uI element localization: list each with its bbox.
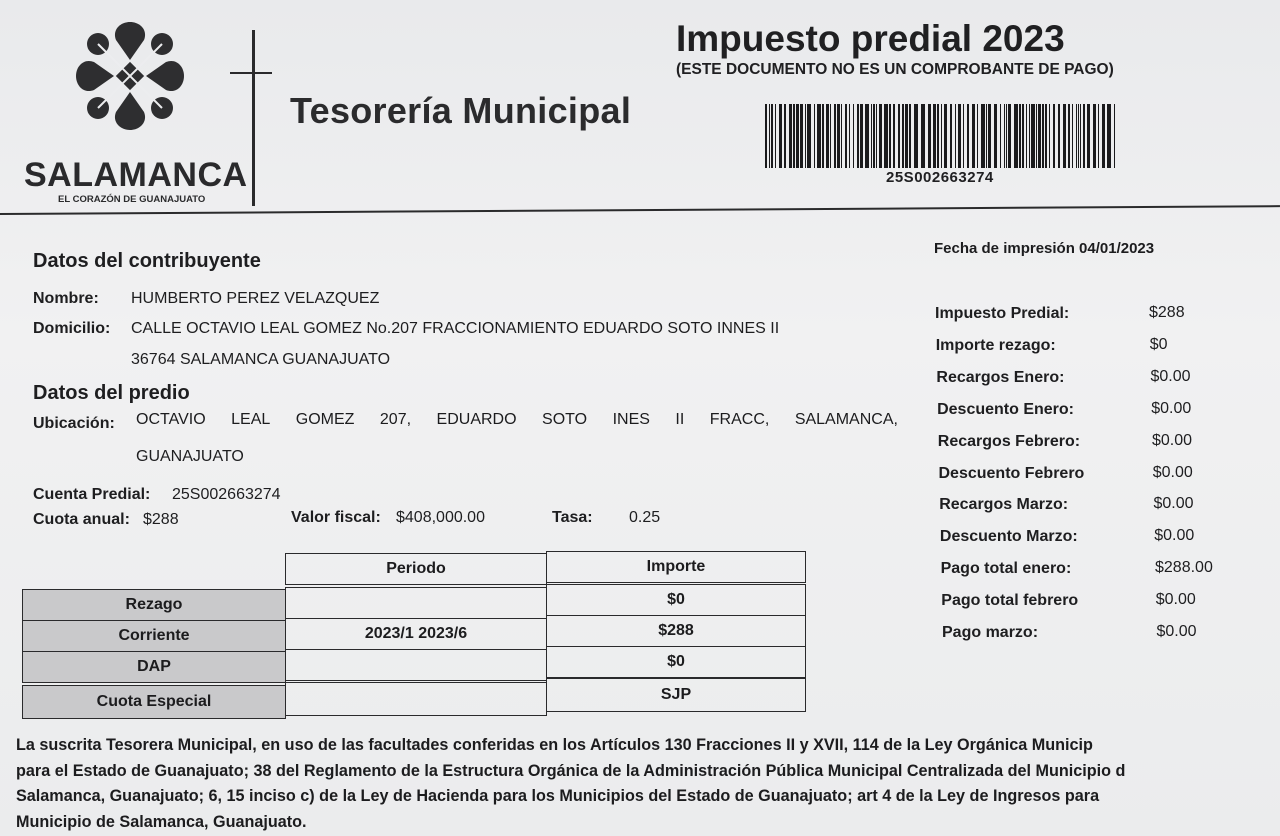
barcode-bar — [889, 104, 891, 168]
summary-value: $0.00 — [1155, 591, 1196, 609]
barcode-bar — [834, 104, 836, 168]
barcode-bar — [898, 104, 900, 168]
location-word: FRACC, — [709, 411, 770, 428]
legal-line: La suscrita Tesorera Municipal, en uso de las facultades conferidas en los Artículos 130 Fracciones II y XVII, 114 de la Ley Orgánica Municip — [16, 736, 1093, 754]
barcode-bar — [814, 104, 815, 168]
barcode-bar — [1102, 104, 1105, 168]
barcode-bar — [857, 104, 859, 168]
barcode-bar — [805, 104, 806, 168]
barcode-bar — [1042, 104, 1044, 168]
barcode-bar — [837, 104, 840, 168]
barcode-bar — [1087, 104, 1090, 168]
barcode-bar — [1053, 104, 1055, 168]
summary-value: $288 — [1149, 304, 1185, 321]
address-label: Domicilio: — [33, 320, 111, 337]
row-concept: Cuota Especial — [22, 685, 286, 719]
summary-value: $288.00 — [1155, 559, 1213, 577]
summary-value: $0.00 — [1156, 623, 1197, 640]
barcode-bar — [769, 104, 770, 168]
barcode-bar — [771, 104, 773, 168]
barcode-bar — [994, 104, 997, 168]
summary-value: $0.00 — [1154, 527, 1195, 545]
barcode-number: 25S002663274 — [886, 169, 994, 186]
barcode-bar — [1022, 104, 1024, 168]
summary-label: Importe rezago: — [935, 336, 1056, 354]
header-divider — [252, 30, 255, 206]
barcode-bar — [1019, 104, 1021, 168]
name-label: Nombre: — [33, 290, 99, 307]
barcode-bar — [796, 104, 799, 168]
barcode-bar — [914, 104, 918, 168]
barcode-bar — [784, 104, 786, 168]
summary-value: $0.00 — [1153, 495, 1194, 513]
location-line-1 — [136, 411, 898, 429]
brand-name: SALAMANCA — [24, 156, 248, 194]
annual-fee-label: Cuota anual: — [33, 511, 130, 528]
summary-value: $0.00 — [1151, 399, 1192, 417]
barcode-bar — [893, 104, 895, 168]
barcode-bar — [873, 104, 875, 168]
barcode-bar — [972, 104, 975, 168]
location-word: GOMEZ — [295, 411, 355, 428]
row-period — [285, 682, 547, 716]
barcode-bar — [1083, 104, 1085, 168]
row-period — [285, 649, 547, 681]
barcode-bar — [822, 104, 824, 168]
barcode-bar — [853, 104, 854, 168]
barcode-bar — [909, 104, 911, 168]
legal-line: para el Estado de Guanajuato; 38 del Reglamento de la Estructura Orgánica de la Administración Pública Municipal Centralizada del Municipio d — [16, 761, 1126, 780]
barcode-bar — [933, 104, 936, 168]
barcode-bar — [986, 104, 987, 168]
charges-table — [22, 553, 806, 719]
barcode-bar — [841, 104, 842, 168]
barcode-bar — [1036, 104, 1037, 168]
barcode-bar — [955, 104, 956, 168]
divider-mark — [230, 72, 272, 74]
print-date — [934, 240, 1154, 257]
barcode — [765, 104, 1117, 168]
barcode-bar — [958, 104, 961, 168]
barcode-bar — [1107, 104, 1111, 168]
barcode-bar — [941, 104, 942, 168]
header-period: Periodo — [285, 553, 547, 585]
barcode-bar — [1000, 104, 1001, 168]
barcode-bar — [879, 104, 882, 168]
row-concept: DAP — [22, 651, 286, 683]
barcode-bar — [826, 104, 829, 168]
location-word: OCTAVIO — [136, 411, 206, 428]
row-amount: $0 — [546, 646, 806, 678]
summary-label: Descuento Marzo: — [939, 528, 1078, 546]
barcode-bar — [779, 104, 782, 168]
location-word: EDUARDO — [436, 411, 517, 428]
barcode-bar — [988, 104, 991, 168]
barcode-bar — [1029, 104, 1030, 168]
print-date-label: Fecha de impresión — [934, 240, 1075, 257]
location-word: II — [675, 411, 685, 428]
fiscal-value: $408,000.00 — [396, 509, 485, 526]
barcode-bar — [1093, 104, 1096, 168]
legal-line: Municipio de Salamanca, Guanajuato. — [16, 812, 307, 831]
barcode-bar — [1008, 104, 1011, 168]
location-label: Ubicación: — [33, 415, 115, 432]
barcode-bar — [921, 104, 925, 168]
row-period — [285, 587, 547, 619]
row-concept: Rezago — [22, 589, 286, 621]
barcode-bar — [1006, 104, 1007, 168]
barcode-bar — [1026, 104, 1027, 168]
barcode-bar — [950, 104, 952, 168]
barcode-bar — [871, 104, 872, 168]
address-line-2: 36764 SALAMANCA GUANAJUATO — [131, 351, 391, 368]
barcode-bar — [884, 104, 888, 168]
legal-line: Salamanca, Guanajuato; 6, 15 inciso c) de la Ley de Hacienda para los Municipios del Estado de Guanajuato; art 4 de la Ley de Ingresos para — [16, 787, 1100, 805]
barcode-bar — [1038, 104, 1041, 168]
summary-label: Descuento Febrero — [938, 464, 1085, 482]
document-subtitle: (ESTE DOCUMENTO NO ES UN COMPROBANTE DE PAGO) — [676, 61, 1114, 78]
barcode-bar — [789, 104, 792, 168]
header-rule — [0, 205, 1280, 215]
print-date-value: 04/01/2023 — [1079, 240, 1155, 257]
barcode-bar — [807, 104, 811, 168]
barcode-bar — [1076, 104, 1077, 168]
summary-label: Recargos Marzo: — [939, 496, 1069, 514]
barcode-bar — [1080, 104, 1081, 168]
legal-notice — [16, 733, 1280, 835]
rate-value: 0.25 — [629, 509, 661, 526]
row-amount: SJP — [546, 678, 806, 712]
summary-label: Recargos Febrero: — [937, 432, 1081, 450]
account-number: 25S002663274 — [172, 486, 281, 503]
barcode-bar — [1068, 104, 1070, 168]
brand-tagline: EL CORAZÓN DE GUANAJUATO — [58, 194, 206, 205]
row-amount: $0 — [546, 584, 806, 616]
annual-fee-value: $288 — [143, 511, 179, 528]
summary-label: Impuesto Predial: — [935, 305, 1070, 322]
barcode-bar — [865, 104, 869, 168]
barcode-bar — [1063, 104, 1066, 168]
barcode-bar — [849, 104, 850, 168]
document-title: Impuesto predial 2023 — [676, 18, 1065, 59]
location-word: SOTO — [542, 411, 588, 428]
barcode-bar — [1072, 104, 1073, 168]
barcode-bar — [860, 104, 863, 168]
location-word: 207, — [379, 411, 412, 428]
taxpayer-section-title: Datos del contribuyente — [33, 250, 261, 272]
fiscal-value-label: Valor fiscal: — [291, 509, 381, 526]
barcode-bar — [963, 104, 964, 168]
barcode-bar — [1114, 104, 1115, 168]
summary-label: Pago marzo: — [942, 624, 1039, 641]
summary-label: Pago total enero: — [940, 560, 1072, 578]
address-line-1: CALLE OCTAVIO LEAL GOMEZ No.207 FRACCIONAMIENTO EDUARDO SOTO INNES II — [131, 320, 780, 337]
barcode-bar — [902, 104, 904, 168]
summary-value: $0 — [1149, 335, 1168, 353]
barcode-bar — [800, 104, 803, 168]
barcode-bar — [817, 104, 821, 168]
row-period: 2023/1 2023/6 — [285, 618, 547, 650]
summary-label: Descuento Enero: — [937, 400, 1075, 418]
barcode-bar — [1098, 104, 1099, 168]
barcode-bar — [1014, 104, 1018, 168]
summary-value: $0.00 — [1150, 367, 1191, 385]
property-section-title: Datos del predio — [33, 382, 190, 404]
barcode-bar — [937, 104, 939, 168]
barcode-bar — [1004, 104, 1005, 168]
summary-value: $0.00 — [1152, 463, 1193, 481]
barcode-bar — [775, 104, 776, 168]
barcode-bar — [1049, 104, 1050, 168]
row-concept: Corriente — [22, 620, 286, 652]
header-amount: Importe — [546, 551, 806, 583]
barcode-bar — [876, 104, 877, 168]
barcode-bar — [1058, 104, 1060, 168]
barcode-bar — [944, 104, 947, 168]
location-word: INES — [612, 411, 650, 428]
summary-value: $0.00 — [1152, 431, 1193, 449]
barcode-bar — [765, 104, 767, 168]
location-word: SALAMANCA, — [794, 411, 898, 428]
location-line-2: GUANAJUATO — [136, 448, 244, 465]
salamanca-logo-icon — [68, 14, 192, 138]
taxpayer-name: HUMBERTO PEREZ VELAZQUEZ — [131, 290, 380, 307]
barcode-bar — [1031, 104, 1035, 168]
barcode-bar — [1078, 104, 1079, 168]
barcode-bar — [977, 104, 978, 168]
barcode-bar — [1045, 104, 1047, 168]
barcode-bar — [928, 104, 931, 168]
barcode-bar — [981, 104, 985, 168]
barcode-bar — [793, 104, 795, 168]
row-amount: $288 — [546, 615, 806, 647]
barcode-bar — [905, 104, 908, 168]
account-label: Cuenta Predial: — [33, 486, 151, 503]
barcode-bar — [845, 104, 847, 168]
barcode-bar — [967, 104, 969, 168]
location-word: LEAL — [231, 411, 271, 428]
office-title: Tesorería Municipal — [290, 90, 632, 131]
summary-label: Pago total febrero — [941, 592, 1079, 610]
rate-label: Tasa: — [552, 509, 593, 526]
barcode-bar — [830, 104, 831, 168]
summary-label: Recargos Enero: — [936, 368, 1065, 386]
